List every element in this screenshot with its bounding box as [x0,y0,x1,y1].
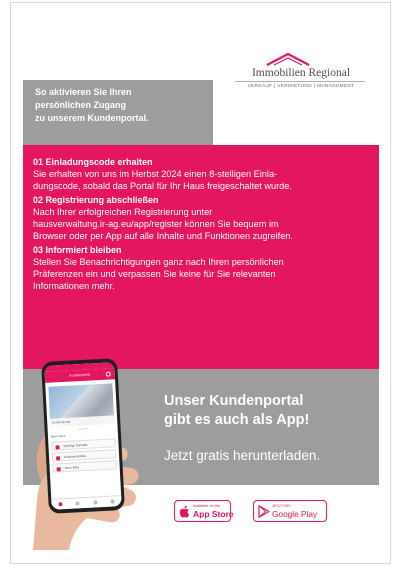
phone-tab-bar [51,495,121,510]
step-line: Browser oder per App auf alle Inhalte und Funktionen zugreifen. [33,231,293,241]
app-headline-line: Unser Kundenportal [164,393,304,409]
phone-list-item [52,460,116,472]
phone-list-item-label: Dokumente/Akte [63,453,87,460]
google-play-badge-label: Google Play [272,509,318,519]
step-text [33,168,369,192]
home-icon [58,502,62,506]
logo-tagline: VERKAUF | VERMIETUNG | MANAGEMENT [247,84,355,89]
intro-line: zu unserem Kundenportal. [35,113,149,123]
app-headline [164,392,309,430]
step-3 [33,244,369,292]
step-1 [33,156,369,192]
carousel-dots: • • • • • [78,426,88,432]
app-store-badge-caption: Available on the [193,504,220,508]
step-title: 01 Einladungscode erhalten [33,157,153,167]
phone-list-item-label: Wichtige Kontakte [63,442,88,449]
download-cta: Jetzt gratis herunterladen. [164,448,321,463]
intro-text [35,86,205,125]
step-line: Stellen Sie Benachrichtigungen ganz nach Ihren persönlichen [33,257,284,267]
step-text [33,256,369,292]
document-icon [56,456,60,460]
step-line: Sie erhalten von uns im Herbst 2024 einen 8-stelligen Einla- [33,169,278,179]
app-headline-line: gibt es auch als App! [164,412,310,428]
logo-name: Immobilien Regional [251,67,351,79]
step-line: Informationen mehr. [33,281,115,291]
phone-hero-label: Kundenportal [50,415,114,426]
steps-panel [23,145,379,369]
google-play-badge[interactable] [253,500,327,522]
chat-icon [76,501,80,505]
step-line: Nach Ihrer erfolgreichen Registrierung unter [33,207,213,217]
phone-list-item-label: Neue Infos [64,465,80,471]
logo-divider [235,81,365,82]
intro-line: persönlichen Zugang [35,100,127,110]
apple-icon [179,505,191,518]
phone-hero-image [48,383,114,426]
info-icon [57,467,61,471]
phone-app-bar [45,368,115,383]
google-play-badge-caption: JETZT BEI [272,504,291,508]
header [23,20,379,145]
intro-line: So aktivieren Sie Ihren [35,87,132,97]
app-store-badge-label: App Store [193,509,234,519]
contacts-icon [55,445,59,449]
bell-icon [93,500,97,504]
step-line: Präferenzen ein und verpassen Sie keine für Sie relevanten [33,269,276,279]
step-title: 03 Informiert bleiben [33,245,122,255]
phone-app-title: Kundenportal [69,372,91,378]
step-text [33,206,369,242]
app-store-badge[interactable] [174,500,234,522]
step-2 [33,194,369,242]
flyer [23,20,379,548]
profile-icon [111,499,115,503]
phone-section-label: Mein Haus [50,433,66,439]
step-title: 02 Registrierung abschließen [33,195,159,205]
phone-mockup [41,358,125,514]
google-play-icon [258,505,270,518]
gear-icon [106,371,111,376]
phone-screen [44,362,121,509]
registration-url-line: hausverwaltung.ir-ag.eu/app/register können Sie bequem im [33,219,279,229]
roof-logo-icon [265,52,311,66]
step-line: dungscode, sobald das Portal für Ihr Haus freigeschaltet wurde. [33,181,292,191]
company-logo [229,52,367,94]
